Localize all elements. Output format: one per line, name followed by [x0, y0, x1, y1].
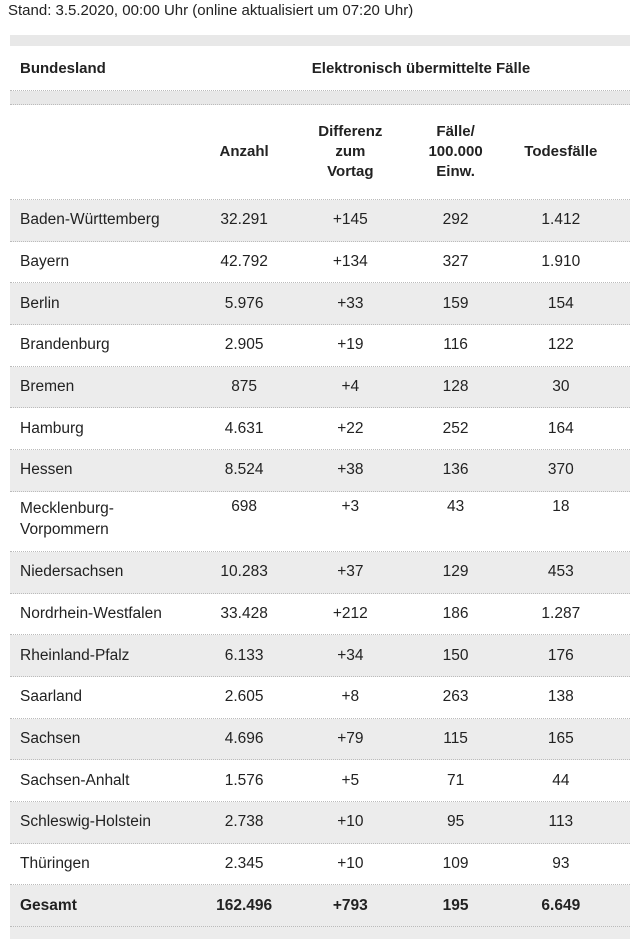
table-row: [10, 450, 630, 492]
faelle-cell: 327: [442, 253, 469, 271]
tod-cell: 1.412: [541, 211, 581, 229]
state-name: Rheinland-Pfalz: [20, 646, 130, 664]
tod-cell: 1.910: [541, 253, 581, 271]
faelle-cell: 159: [442, 294, 469, 312]
tod-cell: 18: [552, 497, 570, 515]
table-row: [10, 677, 630, 719]
state-name: [10, 498, 207, 540]
anzahl-cell: 698: [231, 497, 258, 515]
faelle-cell: 186: [442, 604, 469, 622]
state-name: Bremen: [20, 378, 75, 396]
header-elektronisch: Elektronisch übermittelte Fälle: [311, 59, 531, 77]
differenz-cell: +212: [332, 604, 368, 622]
differenz-cell: +134: [332, 253, 368, 271]
anzahl-cell: 32.291: [220, 211, 268, 229]
state-name: Bayern: [20, 253, 70, 271]
faelle-cell: 43: [446, 497, 465, 515]
header-differenz-line1: Differenz: [318, 123, 383, 140]
tod-cell: 113: [548, 813, 574, 831]
table-row: [10, 200, 630, 242]
table-row: [10, 367, 630, 409]
anzahl-cell: 42.792: [220, 253, 268, 271]
header-differenz: [281, 122, 419, 182]
differenz-cell: +38: [337, 461, 364, 479]
header-bundesland: Bundesland: [20, 59, 106, 77]
table-header-row-2: [10, 105, 630, 200]
anzahl-cell: 1.576: [224, 771, 264, 789]
faelle-cell: 71: [446, 771, 465, 789]
faelle-cell: 109: [442, 854, 469, 872]
tod-cell: 176: [547, 646, 574, 664]
header-faelle-line3: Einw.: [436, 163, 475, 180]
state-name: Sachsen: [20, 729, 81, 747]
faelle-cell: 128: [442, 378, 469, 396]
table-row: [10, 844, 630, 886]
anzahl-cell: 5.976: [224, 294, 264, 312]
anzahl-cell: 875: [231, 378, 258, 396]
faelle-cell: 116: [443, 336, 468, 354]
tod-cell: 30: [552, 378, 570, 396]
differenz-cell: +5: [341, 771, 360, 789]
table-row: [10, 802, 630, 844]
differenz-cell: +8: [341, 688, 360, 706]
state-name: Nordrhein-Westfalen: [20, 604, 162, 622]
state-name-line2: Vorpommern: [20, 520, 109, 538]
differenz-cell: +3: [341, 497, 360, 515]
tod-cell: 93: [552, 854, 570, 872]
anzahl-cell: 8.524: [224, 461, 264, 479]
total-tod: 6.649: [541, 896, 581, 914]
header-differenz-line3: Vortag: [327, 163, 374, 180]
anzahl-cell: 6.133: [224, 646, 264, 664]
total-faelle: 195: [442, 896, 469, 914]
table-row: [10, 635, 630, 677]
table-row: [10, 408, 630, 450]
faelle-cell: 252: [442, 419, 469, 437]
faelle-cell: 263: [442, 688, 469, 706]
state-name-line1: Mecklenburg-: [20, 499, 114, 517]
total-differenz: +793: [332, 896, 368, 914]
differenz-cell: +4: [341, 378, 360, 396]
state-name: Baden-Württemberg: [20, 211, 160, 229]
anzahl-cell: 10.283: [220, 563, 268, 581]
anzahl-cell: 2.605: [224, 688, 264, 706]
table-row: [10, 760, 630, 802]
state-name: Schleswig-Holstein: [20, 813, 151, 831]
table-row: [10, 283, 630, 325]
tod-cell: 138: [547, 688, 574, 706]
faelle-cell: 115: [443, 729, 468, 747]
tod-cell: 122: [547, 336, 574, 354]
differenz-cell: +145: [332, 211, 368, 229]
tod-cell: 154: [547, 294, 574, 312]
differenz-cell: +34: [337, 646, 364, 664]
faelle-cell: 129: [442, 563, 469, 581]
faelle-cell: 292: [442, 211, 469, 229]
header-differenz-line2: zum: [335, 143, 366, 160]
state-name: Hessen: [20, 461, 73, 479]
state-name: Niedersachsen: [20, 563, 124, 581]
anzahl-cell: 4.631: [224, 419, 264, 437]
differenz-cell: +79: [337, 729, 364, 747]
faelle-cell: 95: [446, 813, 465, 831]
table-top-band: [10, 35, 630, 46]
tod-cell: 165: [547, 729, 574, 747]
table-row: [10, 325, 630, 367]
table-header-row-1: [10, 46, 630, 91]
table-bottom-band: [10, 927, 630, 939]
differenz-cell: +10: [337, 813, 364, 831]
header-faelle-line1: Fälle/: [436, 123, 475, 140]
status-date-text: Stand: 3.5.2020, 00:00 Uhr (online aktualisiert um 07:20 Uhr): [8, 2, 414, 19]
anzahl-cell: 2.905: [224, 336, 264, 354]
header-anzahl: Anzahl: [219, 143, 269, 160]
anzahl-cell: 2.738: [224, 813, 264, 831]
tod-cell: 1.287: [541, 604, 581, 622]
differenz-cell: +19: [337, 336, 364, 354]
state-name: Sachsen-Anhalt: [20, 771, 130, 789]
state-name: Brandenburg: [20, 336, 110, 354]
differenz-cell: +22: [337, 419, 364, 437]
table-row: [10, 242, 630, 284]
cases-table: [10, 35, 630, 939]
anzahl-cell: 2.345: [224, 854, 264, 872]
state-name: Berlin: [20, 294, 60, 312]
table-row: [10, 552, 630, 594]
state-name: Saarland: [20, 688, 83, 706]
total-anzahl: 162.496: [216, 896, 273, 914]
anzahl-cell: 33.428: [220, 604, 268, 622]
total-row: [10, 885, 630, 927]
total-name: Gesamt: [20, 896, 77, 914]
faelle-cell: 150: [442, 646, 469, 664]
state-name: Hamburg: [20, 419, 84, 437]
differenz-cell: +37: [337, 563, 364, 581]
table-row: [10, 594, 630, 636]
anzahl-cell: 4.696: [224, 729, 264, 747]
table-header-band: [10, 91, 630, 105]
tod-cell: 370: [547, 461, 574, 479]
differenz-cell: +10: [337, 854, 364, 872]
differenz-cell: +33: [337, 294, 364, 312]
faelle-cell: 136: [442, 461, 469, 479]
tod-cell: 164: [547, 419, 574, 437]
tod-cell: 453: [547, 563, 574, 581]
header-todesfaelle: Todesfälle: [524, 143, 598, 160]
header-faelle-line2: 100.000: [428, 143, 483, 160]
header-faelle: [420, 122, 492, 182]
tod-cell: 44: [552, 771, 570, 789]
table-row: [10, 719, 630, 761]
state-name: Thüringen: [20, 854, 90, 872]
table-row: [10, 492, 630, 552]
